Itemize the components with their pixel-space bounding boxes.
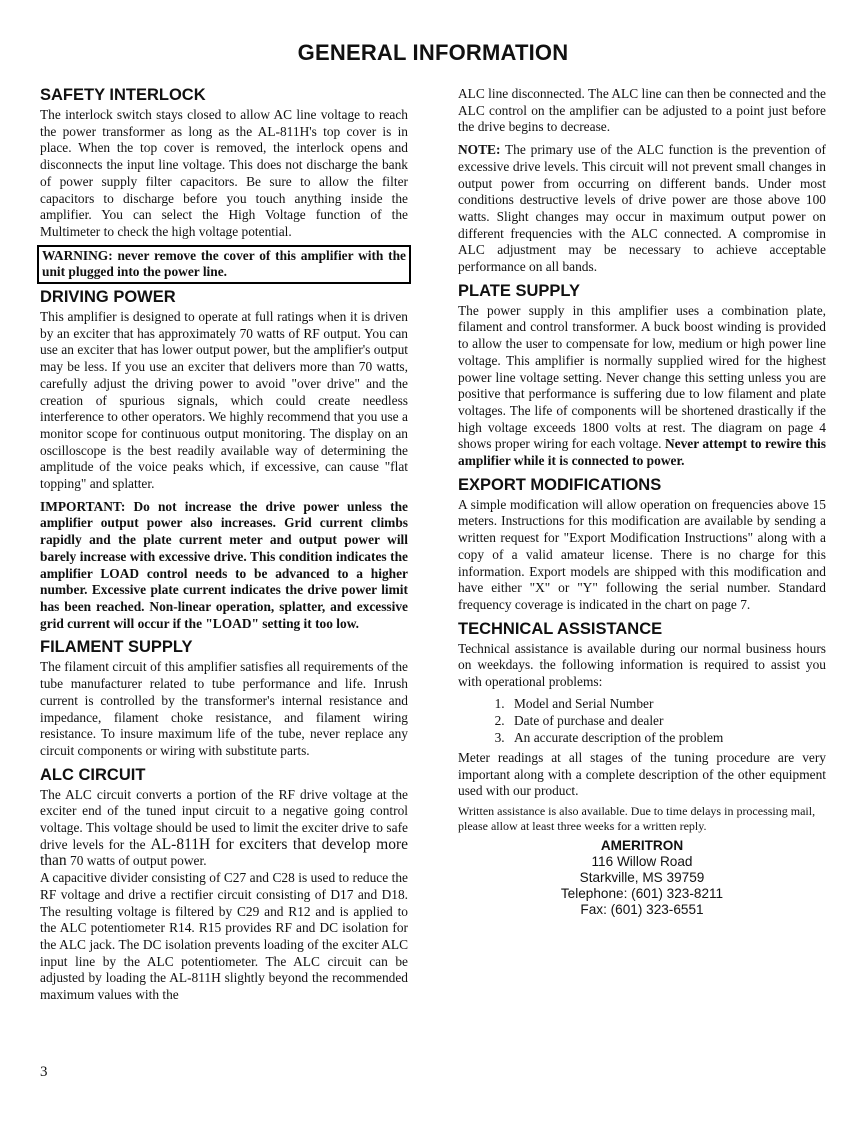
plate-supply-body [458,303,826,470]
export-modifications-heading: EXPORT MODIFICATIONS [458,475,662,494]
alc-circuit-heading: ALC CIRCUIT [40,765,146,784]
note-label: NOTE: [458,142,501,158]
export-modifications-body: A simple modification will allow operation on frequencies above 15 meters. Instructions for this modification are available by sending a written request for "Export Modification Instructions" along with a copy of a valid amateur license. There is no charge for this information. Export models are shipped with this modification and have either "X" or "Y" following the serial number. Standard frequency coverage is indicated in the chart on page 7. [458,496,826,612]
alc-circuit-body-1 [40,787,408,871]
alc-continued-text: ALC line disconnected. The ALC line can then be connected and the ALC control on the amplifier can be adjusted to a point just before the drive begins to decrease. [458,86,826,135]
city-state-zip: Starkville, MS 39759 [579,869,705,885]
filament-supply-heading: FILAMENT SUPPLY [40,638,193,657]
technical-assistance-heading: TECHNICAL ASSISTANCE [458,619,663,638]
written-assistance-text: Written assistance is also available. Due to time delays in processing mail, please allow at least three weeks for a written reply. [458,803,816,833]
technical-assistance-intro: Technical assistance is available during our normal business hours on weekdays. the following information is required to assist you with operational problems: [458,640,826,690]
important-notice: IMPORTANT: Do not increase the drive power unless the amplifier output power also increases. Grid current climbs rapidly and the plate current meter and output power will barely increase with excessive drive. This condition indicates the amplifier LOAD control needs to be advanced to a higher number. Excessive plate current indicates the drive power limit has been reached. Non-linear operation, splatter, and excessive grid current will occur if the "LOAD" setting it too low. [40,498,408,631]
list-item: 1. Model and Serial Number [508,695,826,712]
left-column [40,86,408,1004]
company-name: AMERITRON [600,837,684,853]
safety-interlock-body: The interlock switch stays closed to allow AC line voltage to reach the power transformer as long as the AL-811H's top cover is in place. When the top cover is removed, the interlock opens and disconnects the input line voltage. This does not discharge the bank of power supply filter capacitors. Be sure to allow the filter capacitors to discharge before you touch anything inside the amplifier. You can select the High Voltage function of the Multimeter to check the high voltage potential. [40,107,408,239]
filament-supply-body: The filament circuit of this amplifier satisfies all requirements of the tube manufacturer related to tube performance and life. Inrush current is controlled by the transformer's internal resistance and impedance, filament choke resistance, and filament wiring resistance. To insure maximum life of the tube, never replace any circuit components or wiring with substitute parts. [40,659,408,758]
list-item: 2. Date of purchase and dealer [508,712,826,729]
plate-supply-text: The power supply in this amplifier uses a combination plate, filament and control transformer. A buck boost winding is provided to allow the user to compensate for low, medium or high power line voltage. This amplifier is normally supplied wired for the highest power line voltage setting. Never change this setting unless you are positive that performance is suffering due to low filament and plate voltages. The life of components will be shortened drastically if the high voltage exceeds 1800 volts at rest. The diagram on page 4 shows proper wiring for each voltage. [458,302,826,452]
meter-readings-text: Meter readings at all stages of the tuning procedure are very important along with a complete description of the other equipment used with our product. [458,749,826,799]
list-item: 3. An accurate description of the problem [508,729,826,746]
driving-power-body: This amplifier is designed to operate at full ratings when it is driven by an exciter that has approximately 70 watts of RF output. You can use an exciter that has lower output power, but the amplifier's output may be less. If you use an exciter that delivers more than 70 watts, carefully adjust the driving power to avoid "over drive" and the creation of spurious signals, which could create needless interference to other operators. We highly recommend that you use a monitor scope for continuous output monitoring. The display on an oscilloscope is the best readily available way of determining the amplitude of the voice peaks which, if excessive, can cause "flat topping" and splatter. [40,309,408,492]
safety-interlock-heading: SAFETY INTERLOCK [40,86,206,104]
note-text: The primary use of the ALC function is the prevention of excessive drive levels. This circuit will not prevent small changes in output power from occurring on different bands. Under most conditions destructive levels of drive power are those above 100 watts. Slight changes may occur in maximum output power on different frequencies with the ALC connected. A compromise in ALC adjustment may be necessary to achieve acceptable performance on all bands. [458,142,827,275]
alc-body-text: The ALC circuit converts a portion of the RF drive voltage at the exciter end of the tuned input circuit to a negative going control voltage. This voltage should be used to limit the exciter [40,786,408,836]
note-paragraph [458,142,826,276]
required-info-list [458,695,826,746]
alc-body-large-text: AL-811H for exciters that develop more than [40,835,408,870]
fax: Fax: (601) 323-6551 [580,901,704,917]
right-column [458,86,826,918]
telephone: Telephone: (601) 323-8211 [560,885,724,901]
page-number: 3 [40,1064,48,1080]
alc-body-end: 70 watts of output power. [70,853,207,869]
alc-body-mid: drive to safe drive levels for the [40,820,408,852]
plate-supply-heading: PLATE SUPPLY [458,281,580,300]
street-address: 116 Willow Road [591,853,693,869]
driving-power-heading: DRIVING POWER [40,288,176,307]
warning-box: WARNING: never remove the cover of this amplifier with the unit plugged into the power line. [37,245,411,284]
contact-address [458,838,826,918]
page-title: GENERAL INFORMATION [297,40,569,65]
plate-supply-warning: Never attempt to rewire this amplifier while it is connected to power. [458,436,826,469]
alc-circuit-body-2: A capacitive divider consisting of C27 and C28 is used to reduce the RF voltage and drive a rectifier circuit consisting of D17 and D18. The resulting voltage is filtered by C29 and R12 and is applied to the ALC potentiometer R14. R15 provides RF and DC isolation for the ALC jack. The DC isolation prevents loading of the exciter ALC input line by the ALC potentiometer. The ALC circuit can be adjusted by loading the AL-811H slightly beyond the recommended maximum values with the [40,870,408,1003]
